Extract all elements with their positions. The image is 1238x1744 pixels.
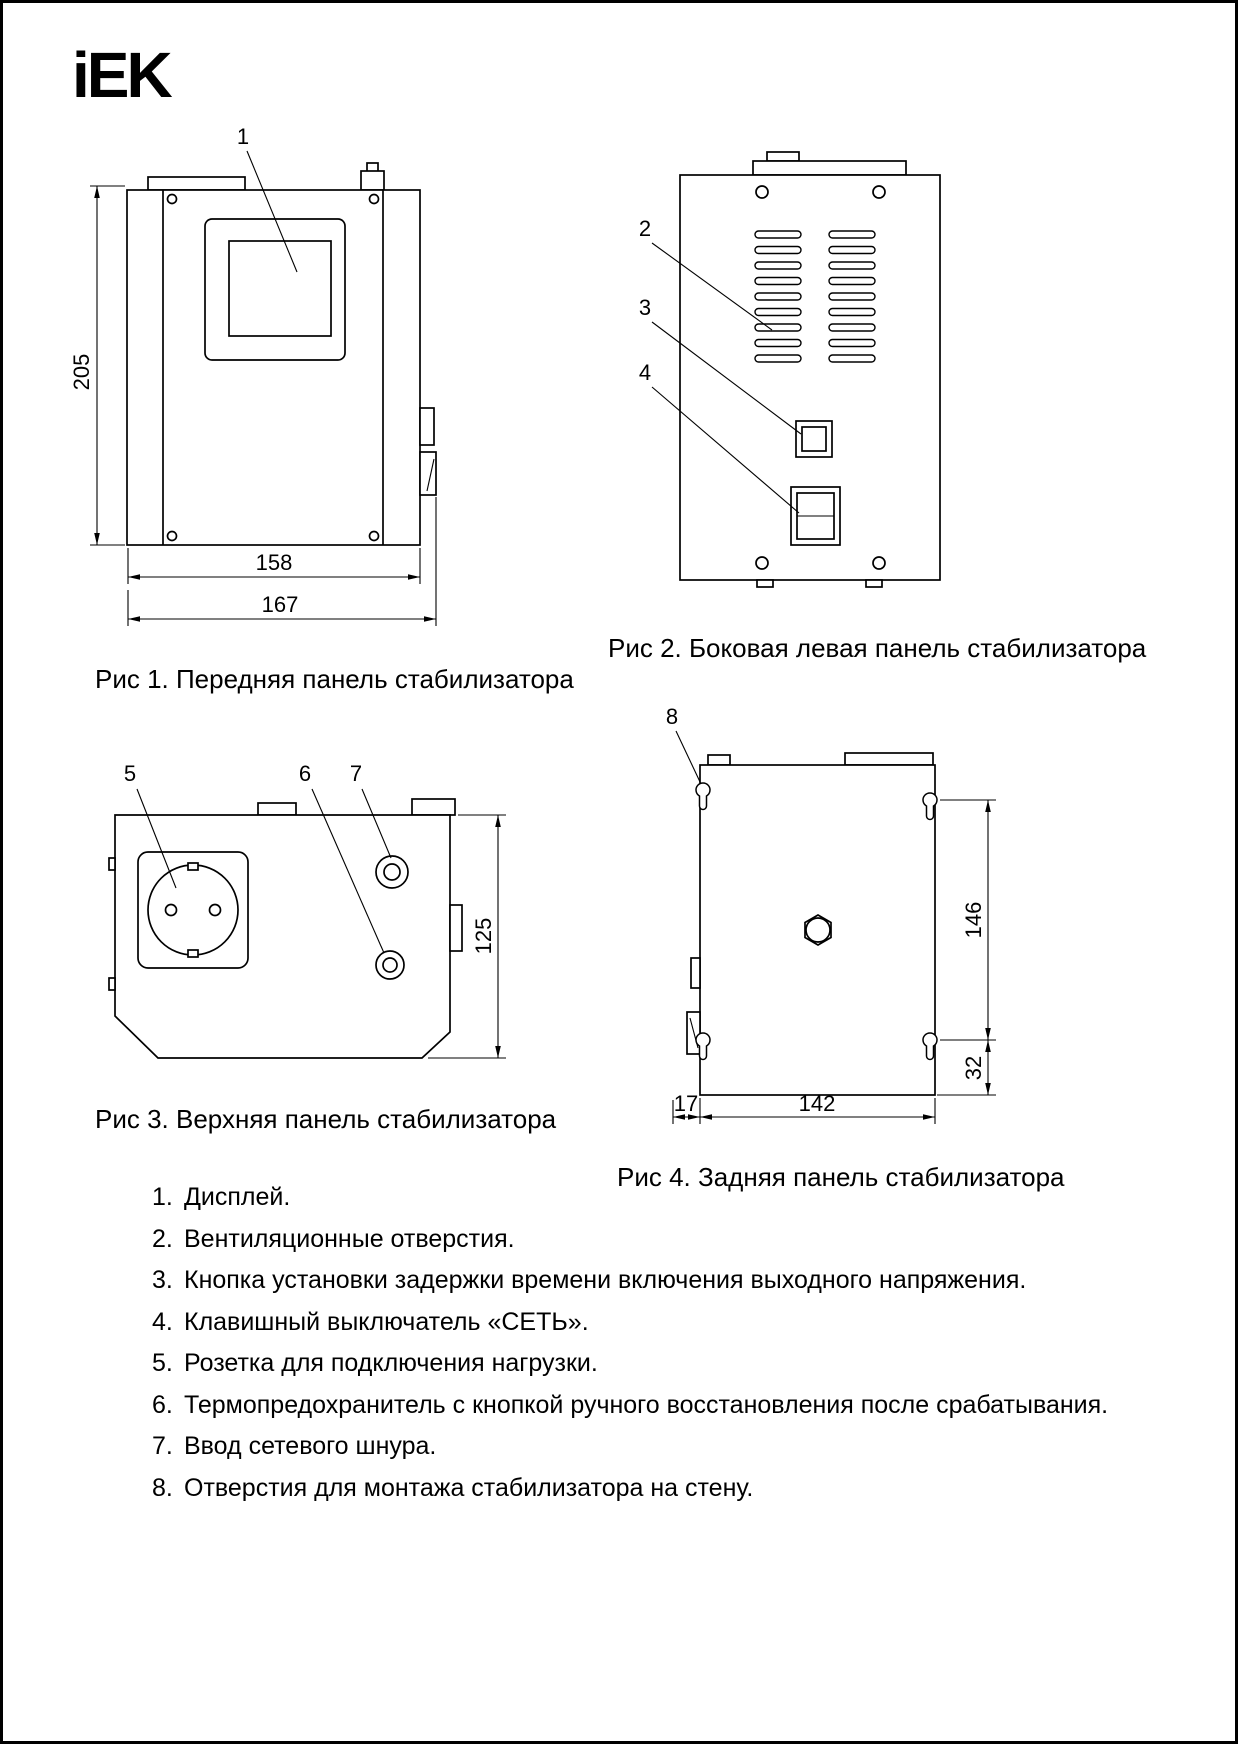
- figure-4-rear-panel-drawing: [666, 704, 996, 1124]
- power-rocker-switch: [791, 487, 840, 545]
- legend-item-number: 2.: [152, 1224, 173, 1253]
- fig3-side-switch-profile: [450, 905, 462, 951]
- fig2-top-knob: [767, 152, 799, 161]
- fig1-dim-width-inner-label: 158: [255, 550, 293, 575]
- fig3-corner-bracket: [412, 799, 455, 815]
- fig1-dim-width-inner: [128, 548, 420, 584]
- display-screen: [229, 241, 331, 336]
- fig1-corner-screw: [168, 532, 177, 541]
- fig1-side-protrusion: [420, 408, 434, 445]
- iek-logo: iEK: [72, 39, 170, 111]
- fig2-foot: [866, 580, 882, 587]
- fig3-left-tab: [109, 858, 115, 870]
- legend-item-5: [152, 1349, 1108, 1391]
- fig1-top-terminal: [361, 171, 384, 190]
- legend-item-6: [152, 1391, 1108, 1433]
- legend-item-text: Розетка для подключения нагрузки.: [184, 1349, 598, 1377]
- fig2-screw: [873, 186, 885, 198]
- figure-1-front-panel-drawing: [69, 124, 436, 626]
- legend-item-2: [152, 1225, 1108, 1267]
- legend-item-4: [152, 1308, 1108, 1350]
- hex-bolt: [805, 915, 831, 945]
- fig3-left-tab: [109, 978, 115, 990]
- delay-button: [796, 421, 832, 457]
- fig2-screw: [756, 186, 768, 198]
- fig2-callout-4-label: 4: [638, 360, 652, 385]
- fig2-screw: [873, 557, 885, 569]
- cord-entry: [376, 856, 408, 888]
- fig1-dim-height-label: 205: [69, 353, 94, 391]
- fig2-foot: [757, 580, 773, 587]
- legend-item-text: Дисплей.: [184, 1183, 291, 1211]
- legend-item-8: [152, 1474, 1108, 1516]
- legend-item-number: 7.: [152, 1432, 173, 1460]
- fig4-top-tab: [845, 753, 933, 765]
- fig1-corner-screw: [370, 195, 379, 204]
- legend-item-text: Кнопка установки задержки времени включения выходного напряжения.: [184, 1266, 1027, 1294]
- legend-item-1: [152, 1183, 1108, 1225]
- fig4-top-bump: [708, 755, 730, 765]
- fig2-screw: [756, 557, 768, 569]
- legend-item-3: [152, 1266, 1108, 1308]
- fig2-top-plate: [753, 161, 906, 175]
- fig1-dim-width-outer-label: 167: [261, 592, 299, 617]
- legend-item-text: Вентиляционные отверстия.: [184, 1224, 515, 1253]
- legend-item-number: 5.: [152, 1349, 173, 1377]
- fig3-callout-7-label: 7: [349, 761, 363, 786]
- fig3-callout-5-label: 5: [123, 761, 137, 786]
- fig1-top-tab: [148, 177, 245, 190]
- fig4-dim-left-offset-label: 17: [673, 1091, 699, 1116]
- fig1-dim-height: [69, 186, 125, 545]
- fig4-left-protrusion: [691, 958, 700, 988]
- fig4-dim-bottom: [673, 1091, 935, 1124]
- legend-item-number: 6.: [152, 1390, 173, 1419]
- legend-item-7: [152, 1432, 1108, 1474]
- power-socket: [138, 852, 248, 968]
- fig4-callout-8-leader: [676, 731, 701, 784]
- fig1-corner-screw: [168, 195, 177, 204]
- legend-item-number: 3.: [152, 1266, 173, 1294]
- fig2-callout-3-label: 3: [638, 295, 652, 320]
- legend-item-text: Термопредохранитель с кнопкой ручного восстановления после срабатывания.: [184, 1390, 1109, 1419]
- fig4-dim-width-label: 142: [798, 1091, 836, 1116]
- legend-item-text: Ввод сетевого шнура.: [184, 1432, 437, 1460]
- fig3-top-bump: [258, 803, 296, 815]
- fig4-dim-keyhole-span-label: 146: [961, 901, 986, 939]
- fig4-callout-8-label: 8: [665, 704, 679, 729]
- fig4-dim-keyhole-bottom-label: 32: [961, 1055, 986, 1081]
- fig4-caption: Рис 4. Задняя панель стабилизатора: [617, 1162, 1065, 1192]
- fig4-dim-keyhole-bottom: [937, 1040, 996, 1095]
- fig1-caption: Рис 1. Передняя панель стабилизатора: [95, 664, 574, 694]
- fig3-caption: Рис 3. Верхняя панель стабилизатора: [95, 1104, 557, 1134]
- legend-item-number: 4.: [152, 1307, 173, 1336]
- fig2-caption: Рис 2. Боковая левая панель стабилизатора: [608, 633, 1147, 663]
- legend-item-number: 1.: [152, 1183, 173, 1211]
- legend-item-text: Отверстия для монтажа стабилизатора на стену.: [184, 1473, 754, 1502]
- fig4-dim-keyhole-span: [940, 800, 996, 1040]
- figure-2-left-side-panel-drawing: [639, 152, 940, 587]
- legend-list: [152, 1183, 1108, 1515]
- legend-item-number: 8.: [152, 1473, 173, 1502]
- fig1-corner-screw: [370, 532, 379, 541]
- fig3-callout-6-label: 6: [298, 761, 312, 786]
- fig1-callout-1-label: 1: [236, 124, 250, 149]
- fig2-callout-2-label: 2: [638, 216, 652, 241]
- fig3-dim-height-label: 125: [471, 917, 496, 955]
- figure-3-top-panel-drawing: [109, 761, 506, 1058]
- legend-item-text: Клавишный выключатель «СЕТЬ».: [184, 1307, 589, 1336]
- thermal-fuse-button: [376, 951, 404, 979]
